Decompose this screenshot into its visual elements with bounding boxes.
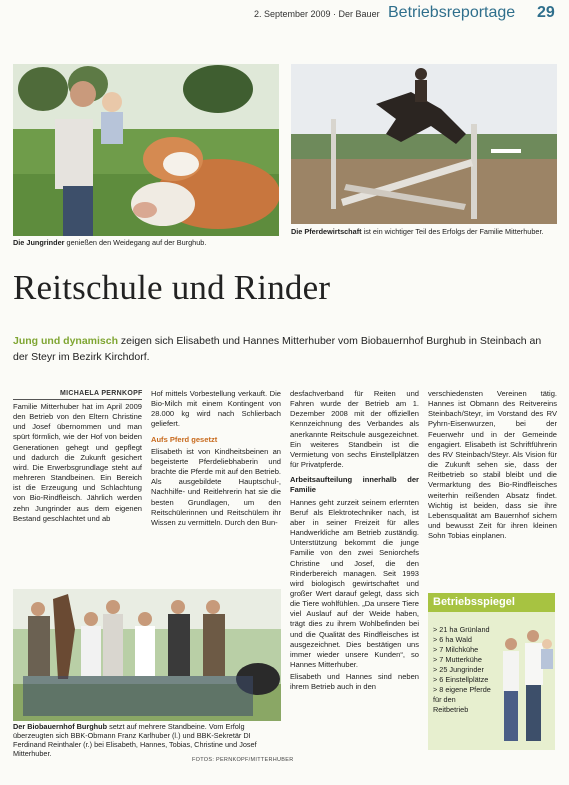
section-title: Betriebsreportage: [388, 4, 516, 21]
author-byline: MICHAELA PERNKOPF: [60, 390, 143, 397]
fact-item: > 7 Milchkühe: [433, 645, 479, 654]
byline-rule: [13, 399, 142, 400]
fact-item: > 7 Mutterkühe: [433, 655, 482, 664]
photo-couple-child: [495, 622, 555, 748]
photo-horse-jump: [291, 64, 557, 224]
fact-box-list: [433, 625, 493, 715]
photo-young-cattle: [13, 64, 279, 236]
article-lead: Jung und dynamisch zeigen sich Elisabeth und Hannes Mitterhuber vom Biobauernhof Burghub in Steinbach an der Steyr im Bezirk Kirchdorf.: [13, 335, 542, 363]
column-2: Hof mittels Vorbestellung verkauft. Die Bio-Milch mit einem Kontingent von 28.000 kg wird nach Schlierbach geliefert. Aufs Pferd gesetzt Elisabeth ist von Kindheitsbeinen an begeisterte Pferdeliebhaberin und brachte die Pferde mit auf den Betrieb. Als ausgebildete Hauptschul-, Nachhilfe- und Reitlehrerin hat sie die besten Grundlagen, um den Reitschülerinnen und Reitschülern ihr Wissen zu vermitteln. Durch den Bun-: [151, 389, 281, 527]
fact-item: > 8 eigene Pferde für den Reitbetrieb: [433, 685, 491, 714]
subheading-division: Arbeitsaufteilung innerhalb der Familie: [290, 475, 419, 495]
subheading-horse: Aufs Pferd gesetzt: [151, 434, 218, 444]
column-3: desfachverband für Reiten und Fahren wurde der Betrieb am 1. Dezember 2008 mit der offiziellen Kennzeichnung des Verbandes als anerkannte Reitschule ausgezeichnet. Ein weiteres Standbein ist die Vermietung von sechs Einstellplätzen für Privatpferde. Arbeitsaufteilung innerhalb der Familie Hannes geht zurzeit seinem erlernten Beruf als Elektrotechniker nach, ist aber in seiner Freizeit für alles Handwerkliche am Betrieb zuständig. Unterstützung bekommt die junge Familie von den zwei Seniorchefs Christine und Josef, die den Rinderbereich managen. Seit 1993 wird biologisch gewirtschaftet und großer Wert darauf gelegt, dass sich die Tiere wohlfühlen. „Da unsere Tiere viel Auslauf auf der Weide haben, trägt dies zu ihrem Wohlbefinden bei und die Qualität des Rindfleisches ist ausgezeichnet. Dies bestätigen uns immer wieder unsere Kunden“, so Hannes Mitterhuber. Elisabeth und Hannes sind neben ihrem Betrieb auch in den: [290, 389, 419, 692]
page-number: 29: [537, 4, 555, 21]
caption-young-cattle: Die Jungrinder genießen den Weidegang auf der Burghub.: [13, 238, 207, 247]
article-headline: Reitschule und Rinder: [13, 268, 331, 307]
photo-family-group: [13, 589, 281, 721]
publication-date: 2. September 2009 · Der Bauer: [254, 9, 380, 19]
caption-family-group: Der Biobauernhof Burghub setzt auf mehrere Standbeine. Vom Erfolg überzeugten sich BBK-Obmann Franz Karlhuber (l.) und BBK-Sekretär DI Ferdinand Reinthaler (r.) bei Elisabeth, Hannes, Tobias, Christine und Josef Mitterhuber.: [13, 722, 257, 758]
fact-item: > 21 ha Grünland: [433, 625, 490, 634]
column-4: verschiedensten Vereinen tätig. Hannes ist Obmann des Reitvereins Steinbach/Steyr, im Vorstand des RV Pyhrn-Eisenwurzen, bei der Feuerwehr und in der Gemeinde engagiert. Elisabeth ist Schriftführerin des RV Steinbach/Steyr. Als Vision für die Zukunft sehen sie, dass der Reitbetrieb so stabil bleibt und die Vermarktung des Bio-Rindfleisches weiterhin reißenden Absatz findet. Wichtig ist beiden, dass sie ihre Lebensqualität am Bauernhof sichern und bewusst Zeit für ihren kleinen Sohn Tobias einplanen.: [428, 389, 557, 541]
fact-item: > 6 Einstellplätze: [433, 675, 489, 684]
fact-item: > 6 ha Wald: [433, 635, 472, 644]
caption-horse-business: Die Pferdewirtschaft ist ein wichtiger Teil des Erfolgs der Familie Mitterhuber.: [291, 227, 544, 236]
photo-credit: FOTOS: PERNKOPF/MITTERHUBER: [192, 757, 294, 763]
fact-box-title: Betriebsspiegel: [428, 593, 555, 612]
fact-item: > 25 Jungrinder: [433, 665, 484, 674]
column-1: Familie Mitterhuber hat im April 2009 den Betrieb von den Eltern Christine und Josef übernommen und man spürt förmlich, wie der Hof von beiden Generationen gehegt und gepflegt und dadurch die Zukunft gesichert wird. Die Erwerbsgrundlage steht auf mehreren Standbeinen. Ein Bereich ist die Erzeugung und Schlachtung von Bio-Rindfleisch. Jährlich werden zehn Jungrinder aus dem eigenen Bestand geschlachtet und ab: [13, 402, 142, 523]
